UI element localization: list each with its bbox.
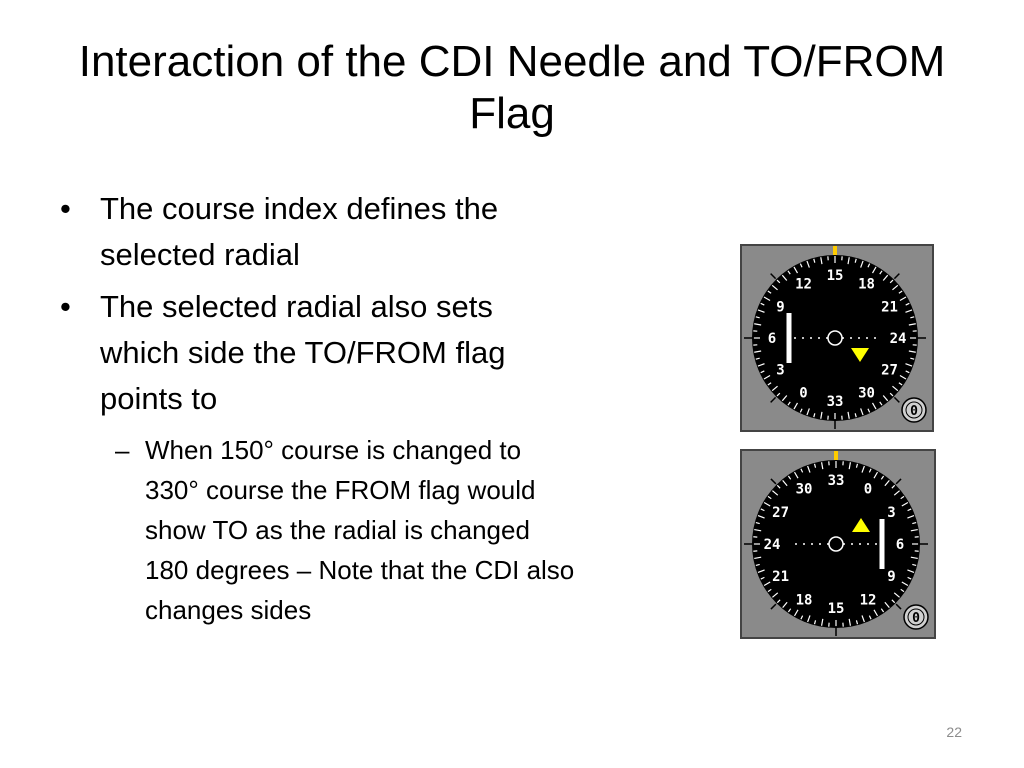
bezel-index-mark <box>896 479 901 484</box>
bezel-index-mark <box>771 604 776 609</box>
sub-bullet-marker: – <box>115 435 130 465</box>
cdi-dot <box>794 337 796 339</box>
dial-label: 24 <box>763 537 781 553</box>
bezel-index-mark <box>771 274 776 279</box>
dial-label: 3 <box>887 505 896 521</box>
dial-label: 3 <box>776 362 785 379</box>
dial-label: 9 <box>887 569 896 585</box>
bezel-index-mark <box>894 397 899 402</box>
sub-bullet-list <box>100 430 580 630</box>
sub-bullet-item <box>100 430 580 630</box>
dial-label: 6 <box>895 537 905 553</box>
bezel-index-mark <box>896 604 901 609</box>
cdi-needle <box>880 519 885 569</box>
cdi-dot <box>851 543 853 545</box>
bullet-text: The course index defines the selected radial <box>100 191 499 272</box>
dial-label: 24 <box>889 331 907 347</box>
cdi-dot <box>875 543 877 545</box>
vor-dial-graphic <box>742 451 934 637</box>
dial-label: 0 <box>799 385 808 402</box>
bezel-index-mark <box>894 274 899 279</box>
course-index-icon <box>834 451 838 460</box>
dial-label: 15 <box>827 601 845 617</box>
dial-label: 15 <box>826 268 844 284</box>
page-number: 22 <box>946 724 962 740</box>
dial-label: 21 <box>772 569 790 585</box>
bullet-item <box>60 186 580 278</box>
dial-label: 9 <box>776 299 785 316</box>
cdi-dot <box>874 337 876 339</box>
cdi-dot <box>850 337 852 339</box>
cdi-dot <box>866 337 868 339</box>
dial-label: 27 <box>772 505 790 521</box>
cdi-dot <box>802 337 804 339</box>
cdi-dot <box>795 543 797 545</box>
course-index-icon <box>833 246 837 255</box>
bezel-index-mark <box>771 397 776 402</box>
bullet-marker: • <box>60 191 71 226</box>
bezel-index-mark <box>771 479 776 484</box>
dial-label: 6 <box>767 331 777 347</box>
bullet-marker: • <box>60 289 71 324</box>
cdi-dot <box>810 337 812 339</box>
dial-label: 33 <box>827 473 845 489</box>
bullet-list <box>60 186 580 636</box>
dial-label: 21 <box>881 299 898 316</box>
bullet-item <box>60 284 580 630</box>
sub-bullet-text: When 150° course is changed to 330° course the FROM flag would show TO as the radial is changed 180 degrees – Note that the CDI also changes sides <box>145 435 575 625</box>
vor-dial-graphic <box>742 246 932 430</box>
dial-label: 27 <box>881 362 898 379</box>
bullet-text: The selected radial also sets which side the TO/FROM flag points to <box>100 289 506 416</box>
slide-title: Interaction of the CDI Needle and TO/FROM Flag <box>78 37 946 138</box>
cdi-dot <box>811 543 813 545</box>
dial-label: 0 <box>863 481 873 498</box>
cdi-dot <box>858 337 860 339</box>
cdi-dot <box>819 543 821 545</box>
cdi-needle <box>787 313 792 363</box>
vor-indicator-150 <box>740 244 934 432</box>
vor-indicator-330 <box>740 449 936 639</box>
dial-label: 30 <box>858 385 875 402</box>
cdi-dot <box>803 543 805 545</box>
dial-label: 18 <box>858 276 875 293</box>
dial-label: 33 <box>826 394 844 410</box>
obs-knob-label: 0 <box>910 404 918 419</box>
dial-label: 12 <box>859 592 877 609</box>
obs-knob-label: 0 <box>912 611 920 626</box>
cdi-dot <box>818 337 820 339</box>
dial-label: 30 <box>795 481 813 498</box>
dial-label: 12 <box>795 276 812 293</box>
cdi-dot <box>859 543 861 545</box>
cdi-dot <box>867 543 869 545</box>
dial-label: 18 <box>795 592 813 609</box>
